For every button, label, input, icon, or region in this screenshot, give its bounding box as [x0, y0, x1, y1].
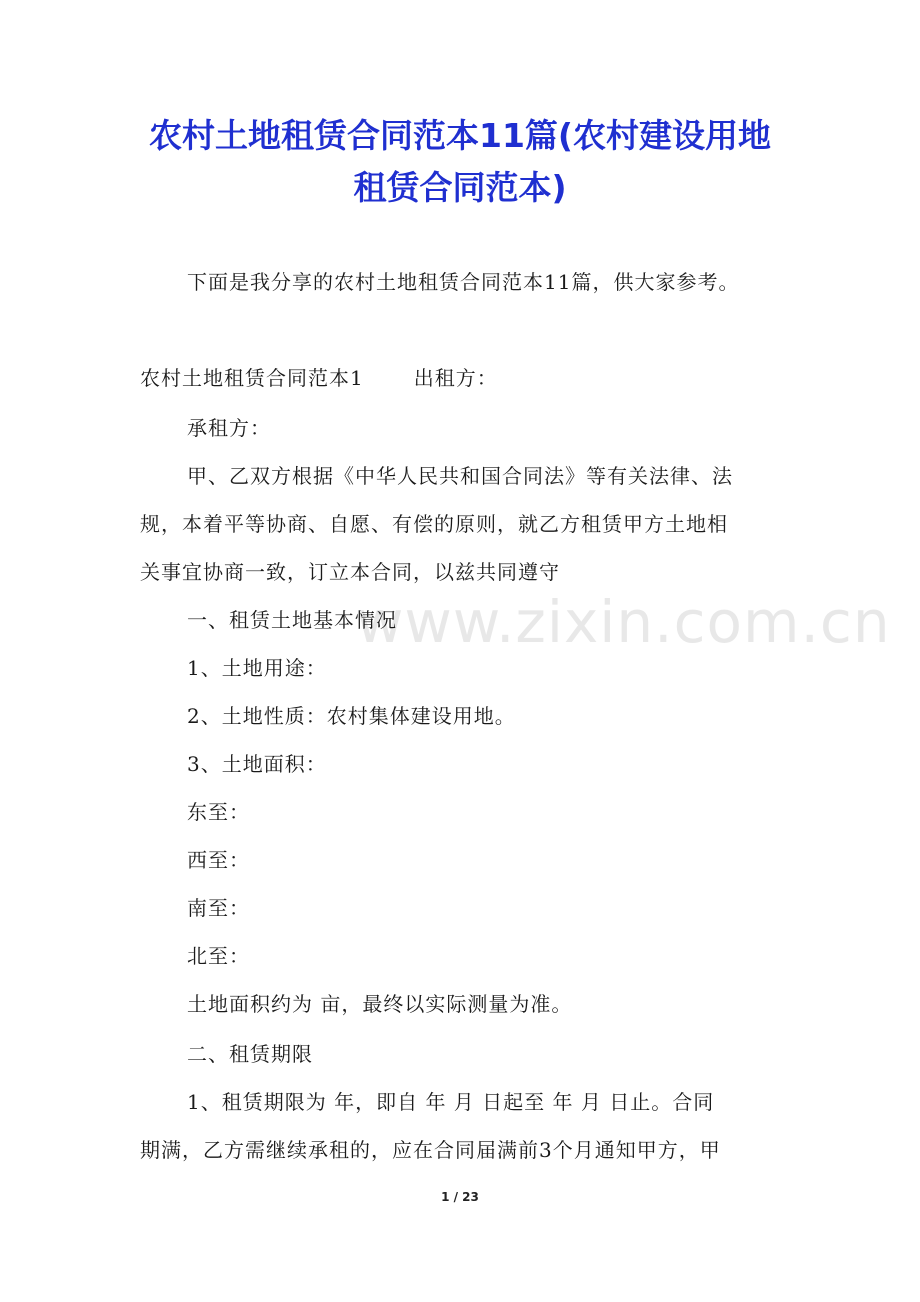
clause-heading-1: 一、租赁土地基本情况 — [187, 608, 397, 632]
paragraph-line: 规，本着平等协商、自愿、有偿的原则，就乙方租赁甲方土地相 — [140, 512, 728, 536]
boundary-north: 北至： — [187, 944, 250, 968]
title-line-2: 租赁合同范本) — [353, 168, 567, 207]
page-number: 1 / 23 — [441, 1190, 479, 1204]
title-line-1: 农村土地租赁合同范本11篇(农村建设用地 — [148, 116, 771, 155]
paragraph-line: 关事宜协商一致，订立本合同，以兹共同遵守 — [140, 560, 560, 584]
watermark: www.zixin.com.cn — [356, 588, 891, 656]
area-statement: 土地面积约为 亩，最终以实际测量为准。 — [187, 992, 573, 1016]
paragraph-line: 期满，乙方需继续承租的，应在合同届满前3个月通知甲方，甲 — [140, 1138, 721, 1162]
boundary-east: 东至： — [187, 800, 250, 824]
boundary-south: 南至： — [187, 896, 250, 920]
paragraph-line: 1、租赁期限为 年，即自 年 月 日起至 年 月 日止。合同 — [187, 1090, 715, 1114]
clause-item: 2、土地性质：农村集体建设用地。 — [187, 704, 516, 728]
intro-paragraph: 下面是我分享的农村土地租赁合同范本11篇，供大家参考。 — [187, 270, 740, 294]
clause-heading-2: 二、租赁期限 — [187, 1042, 313, 1066]
paragraph-line: 甲、乙双方根据《中华人民共和国合同法》等有关法律、法 — [187, 464, 733, 488]
clause-item: 1、土地用途： — [187, 656, 327, 680]
clause-item: 3、土地面积： — [187, 752, 327, 776]
document-title — [0, 110, 920, 214]
lessee-label: 承租方： — [187, 416, 271, 440]
section-heading: 农村土地租赁合同范本1 — [140, 366, 364, 390]
section-heading-row — [140, 364, 498, 392]
boundary-west: 西至： — [187, 848, 250, 872]
lessor-label: 出租方： — [413, 366, 498, 390]
